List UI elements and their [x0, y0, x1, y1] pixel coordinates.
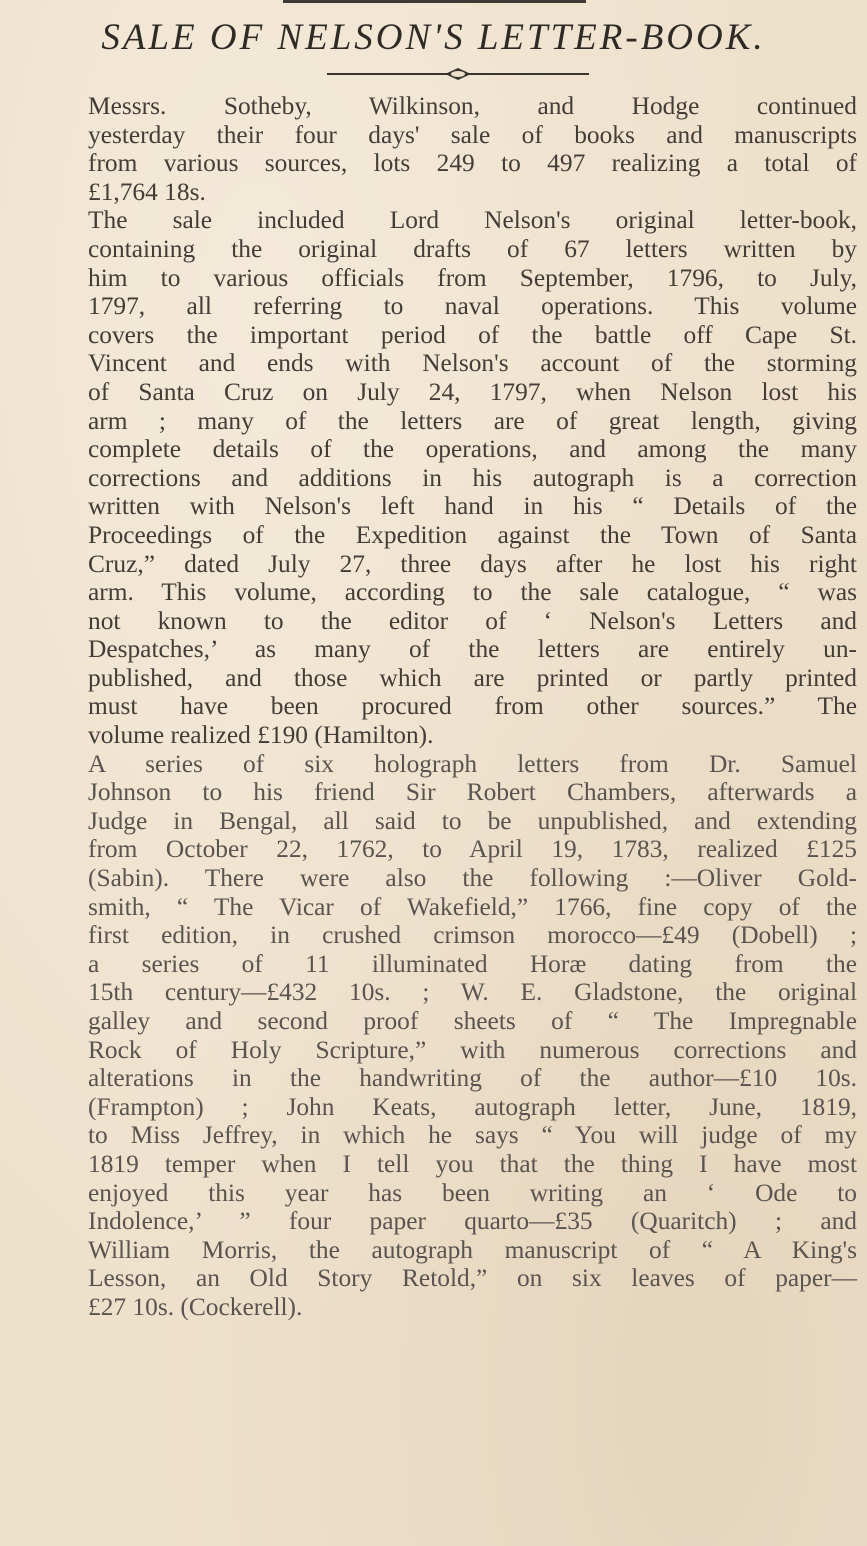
article-body	[60, 92, 857, 1322]
text-line: volume realized £190 (Hamilton).	[88, 721, 434, 750]
text-line: written with Nelson's left hand in his “ Details of the	[88, 492, 857, 521]
text-line: The sale included Lord Nelson's original letter-book,	[88, 206, 857, 235]
text-line: 15th century—£432 10s. ; W. E. Gladstone, the original	[88, 978, 857, 1007]
text-line: first edition, in crushed crimson morocco—£49 (Dobell) ;	[88, 921, 857, 950]
text-line: Lesson, an Old Story Retold,” on six leaves of paper—	[88, 1264, 857, 1293]
text-line: arm. This volume, according to the sale catalogue, “ was	[88, 578, 857, 607]
text-line: arm ; many of the letters are of great length, giving	[88, 406, 857, 435]
text-line: Vincent and ends with Nelson's account of the storming	[88, 349, 857, 378]
text-line: him to various officials from September, 1796, to July,	[88, 263, 857, 292]
text-line: published, and those which are printed or partly printed	[88, 663, 857, 692]
text-line: from October 22, 1762, to April 19, 1783, realized £125	[88, 835, 857, 864]
text-line: Rock of Holy Scripture,” with numerous corrections and	[88, 1035, 857, 1064]
text-line: must have been procured from other sources.” The	[88, 692, 857, 721]
text-line: William Morris, the autograph manuscript of “ A King's	[88, 1235, 857, 1264]
text-line: A series of six holograph letters from Dr. Samuel	[88, 749, 857, 778]
paragraph-2	[60, 206, 857, 749]
text-line: galley and second proof sheets of “ The Impregnable	[88, 1007, 857, 1035]
text-line: Cruz,” dated July 27, three days after he lost his right	[88, 549, 857, 578]
text-line: a series of 11 illuminated Horæ dating from the	[88, 949, 857, 978]
text-line: of Santa Cruz on July 24, 1797, when Nelson lost his	[88, 377, 857, 406]
text-line: Johnson to his friend Sir Robert Chambers, afterwards a	[88, 778, 857, 807]
text-line: Despatches,’ as many of the letters are entirely un-	[88, 635, 857, 664]
text-line: (Sabin). There were also the following :—Oliver Gold-	[88, 864, 857, 893]
text-line: smith, “ The Vicar of Wakefield,” 1766, fine copy of the	[88, 892, 857, 921]
ornament-divider	[327, 66, 589, 82]
text-line: yesterday their four days' sale of books and manuscripts	[88, 120, 857, 149]
text-line: containing the original drafts of 67 letters written by	[88, 234, 857, 263]
text-line: Messrs. Sotheby, Wilkinson, and Hodge continued	[88, 92, 857, 120]
text-line: not known to the editor of ‘ Nelson's Letters and	[88, 606, 857, 635]
text-line: 1797, all referring to naval operations. This volume	[88, 292, 857, 321]
text-line: corrections and additions in his autograph is a correction	[88, 463, 857, 492]
text-line: Indolence,’ ” four paper quarto—£35 (Quaritch) ; and	[88, 1207, 857, 1236]
text-line: Judge in Bengal, all said to be unpublished, and extending	[88, 806, 857, 835]
headline: SALE OF NELSON'S LETTER-BOOK.	[101, 17, 766, 58]
text-line: to Miss Jeffrey, in which he says “ You will judge of my	[88, 1121, 857, 1150]
text-line: enjoyed this year has been writing an ‘ Ode to	[88, 1178, 857, 1207]
paragraph-1	[60, 92, 857, 206]
paragraph-3	[60, 750, 857, 1322]
top-rule	[283, 0, 586, 3]
text-line: covers the important period of the battle off Cape St.	[88, 320, 857, 349]
text-line: alterations in the handwriting of the author—£10 10s.	[88, 1064, 857, 1093]
text-line: (Frampton) ; John Keats, autograph letter, June, 1819,	[88, 1092, 857, 1121]
text-line: complete details of the operations, and among the many	[88, 435, 857, 464]
text-line: Proceedings of the Expedition against the Town of Santa	[88, 520, 857, 549]
text-line: 1819 temper when I tell you that the thing I have most	[88, 1149, 857, 1178]
text-line: from various sources, lots 249 to 497 realizing a total of	[88, 149, 857, 178]
text-line: £1,764 18s.	[88, 177, 206, 206]
text-line: £27 10s. (Cockerell).	[88, 1292, 303, 1321]
